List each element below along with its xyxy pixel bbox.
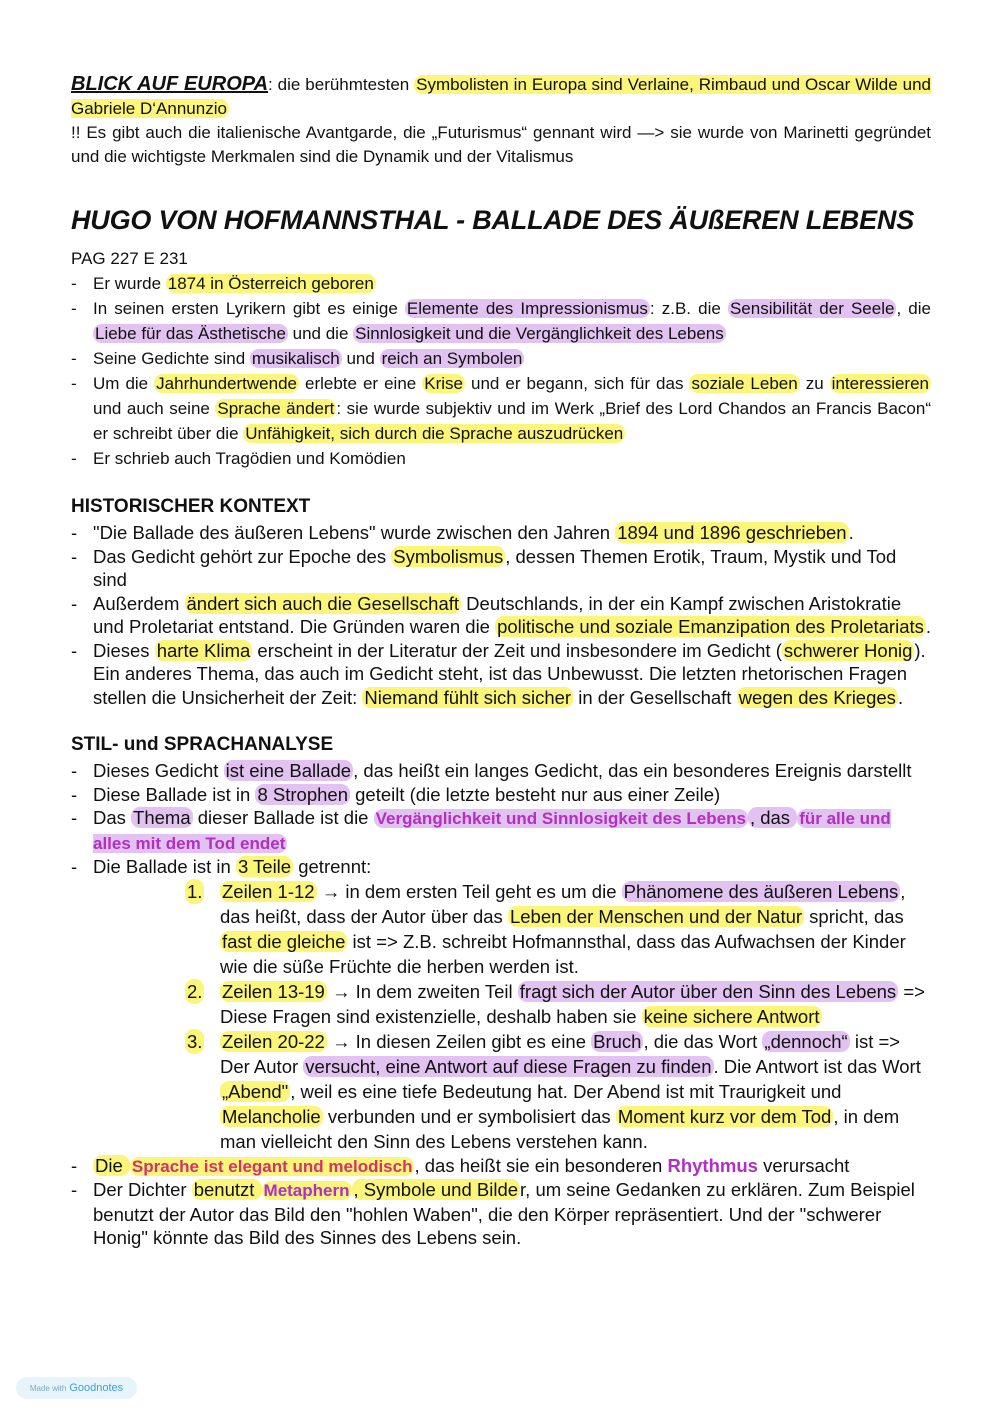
list-item: - Die Ballade ist in 3 Teile getrennt: 1. Zeilen 1-12 → in dem ersten Teil geht es um die Phänomene des äußeren Lebens , das heißt, dass der Autor über das Leben der Menschen und der Natur spricht, das fast die gleiche ist => Z.B. schreibt Hofmannsthal, dass das Aufwachsen der Kinder wie die süße Früchte die herben werden ist. 2. Zeilen 13-19 → In dem zweiten Teil fragt sich der Autor über den Sinn des Lebens => Diese Fragen sind existenzielle, deshalb haben sie keine sichere Antwort 3. Zeilen 20-22 → In diesen Zeilen gibt es eine Bruch , die das Wort „dennoch“ ist => Der Autor versucht, eine Antwort auf diese Fragen zu finden . Die Antwort ist das Wort „Abend" , weil es eine tiefe Bedeutung hat. Der Abend ist mit Traurigkeit und Melancholie verbunden und er symbolisiert das Moment kurz vor dem Tod , in dem man vielleicht den Sinn des Lebens verstehen kann. <box>71 855 931 1154</box>
section-heading-stil-sprachanalyse: STIL- und SPRACHANALYSE <box>71 734 334 755</box>
intro-paragraph: BLICK AUF EUROPA: die berühmtesten Symbolisten in Europa sind Verlaine, Rimbaud und Oscar Wilde und Gabriele D‘Annunzio <box>71 73 931 118</box>
list-item: - Das Gedicht gehört zur Epoche des Symbolismus , dessen Themen Erotik, Traum, Mystik und Tod sind <box>71 545 931 592</box>
list-item: - Dieses harte Klima erscheint in der Literatur der Zeit und insbesondere im Gedicht ( schwerer Honig ). Ein anderes Thema, das auch im Gedicht steht, ist das Unbewusst. Die letzten rhetorischen Fragen stellen die Unsicherheit der Zeit: Niemand fühlt sich sicher in der Gesellschaft wegen des Krieges . <box>71 639 931 710</box>
list-item: - In seinen ersten Lyrikern gibt es einige Elemente des Impressionismus : z.B. die Sensibilität der Seele , die Liebe für das Ästhetische und die Sinnlosigkeit und die Vergänglichkeit des Lebens <box>71 296 931 346</box>
list-item: - Der Dichter benutzt Metaphern , Symbole und Bilde r, um seine Gedanken zu erklären. Zum Beispiel benutzt der Autor das Bild den "hohlen Waben", die den Körper repräsentiert. Und der "schwerer Honig" könnte das Bild des Sinnes des Lebens sein. <box>71 1178 931 1250</box>
page-reference: PAG 227 E 231 <box>71 249 188 268</box>
bio-list <box>71 271 931 471</box>
parts-list <box>93 879 931 1154</box>
list-item: - "Die Ballade des äußeren Lebens" wurde zwischen den Jahren 1894 und 1896 geschrieben . <box>71 521 931 545</box>
list-item: - Seine Gedichte sind musikalisch und reich an Symbolen <box>71 346 931 371</box>
stil-list <box>71 759 931 1250</box>
document-page <box>71 72 931 1250</box>
part-item: 2. Zeilen 13-19 → In dem zweiten Teil fragt sich der Autor über den Sinn des Lebens => Diese Fragen sind existenzielle, deshalb haben sie keine sichere Antwort <box>187 980 925 1027</box>
goodnotes-watermark: Made with Goodnotes <box>16 1377 137 1399</box>
list-item: - Das Thema dieser Ballade ist die Vergänglichkeit und Sinnlosigkeit des Lebens , das für alle und alles mit dem Tod endet <box>71 806 931 855</box>
futurismus-note: !! Es gibt auch die italienische Avantgarde, die „Futurismus“ gennant wird —> sie wurde von Marinetti gegründet und die wichtigste Merkmalen sind die Dynamik und der Vitalismus <box>71 123 931 166</box>
part-item: 1. Zeilen 1-12 → in dem ersten Teil geht es um die Phänomene des äußeren Lebens , das heißt, dass der Autor über das Leben der Menschen und der Natur spricht, das fast die gleiche ist => Z.B. schreibt Hofmannsthal, dass das Aufwachsen der Kinder wie die süße Früchte die herben werden ist. <box>187 880 906 977</box>
page-title: HUGO VON HOFMANNSTHAL - BALLADE DES ÄUßEREN LEBENS <box>71 205 915 235</box>
section-heading-historischer-kontext: HISTORISCHER KONTEXT <box>71 496 311 517</box>
intro-lead: BLICK AUF EUROPA <box>71 73 269 95</box>
list-item: - Die Sprache ist elegant und melodisch , das heißt sie ein besonderen Rhythmus verursacht <box>71 1154 931 1179</box>
list-item: - Um die Jahrhundertwende erlebte er eine Krise und er begann, sich für das soziale Leben zu interessieren und auch seine Sprache ändert : sie wurde subjektiv und im Werk „Brief des Lord Chandos an Francis Bacon“ er schreibt über die Unfähigkeit, sich durch die Sprache auszudrücken <box>71 371 931 446</box>
part-item: 3. Zeilen 20-22 → In diesen Zeilen gibt es eine Bruch , die das Wort „dennoch“ ist => Der Autor versucht, eine Antwort auf diese Fragen zu finden . Die Antwort ist das Wort „Abend" , weil es eine tiefe Bedeutung hat. Der Abend ist mit Traurigkeit und Melancholie verbunden und er symbolisiert das Moment kurz vor dem Tod , in dem man vielleicht den Sinn des Lebens verstehen kann. <box>187 1030 921 1152</box>
hist-list <box>71 521 931 709</box>
highlight: Symbolisten in Europa sind Verlaine, Rimbaud und Oscar Wilde und Gabriele D‘Annunzio <box>71 75 931 118</box>
list-item: - Er wurde 1874 in Österreich geboren <box>71 271 931 296</box>
list-item: - Außerdem ändert sich auch die Gesellschaft Deutschlands, in der ein Kampf zwischen Aristokratie und Proletariat entstand. Die Gründen waren die politische und soziale Emanzipation des Proletariats . <box>71 592 931 639</box>
list-item: - Dieses Gedicht ist eine Ballade , das heißt ein langes Gedicht, das ein besonderes Ereignis darstellt <box>71 759 931 783</box>
list-item: - Diese Ballade ist in 8 Strophen geteilt (die letzte besteht nur aus einer Zeile) <box>71 783 931 807</box>
list-item: - Er schrieb auch Tragödien und Komödien <box>71 446 931 471</box>
